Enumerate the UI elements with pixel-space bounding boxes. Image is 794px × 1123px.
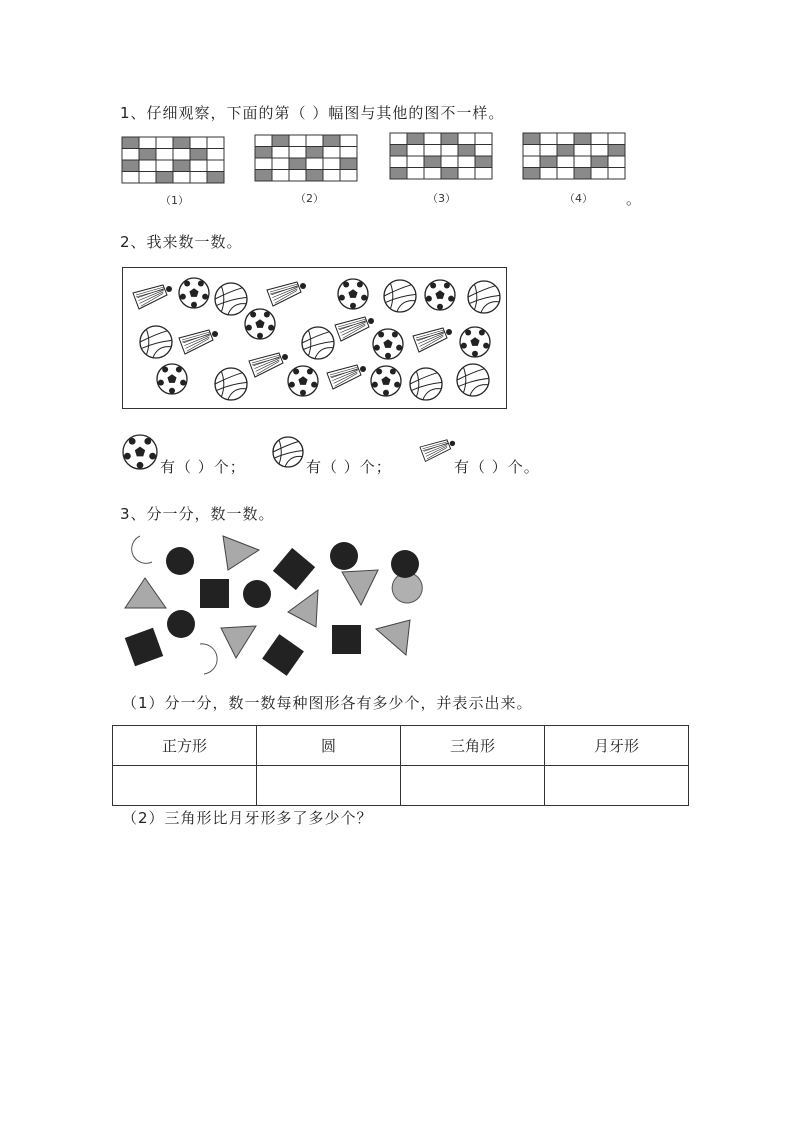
shuttlecock-icon	[420, 438, 454, 472]
volleyball-icon	[140, 326, 172, 358]
shuttlecock-icon	[249, 353, 288, 377]
soccer-ball-icon	[373, 329, 403, 359]
grid-2	[255, 135, 357, 185]
q2-text: 2、我来数一数。	[120, 233, 243, 251]
q1-tail: 。	[626, 190, 643, 208]
grid-label-4: （4）	[564, 192, 593, 205]
soccer-ball-icon	[245, 309, 275, 339]
q3-text: 3、分一分，数一数。	[120, 505, 275, 523]
shuttlecock-icon	[267, 282, 306, 306]
volleyball-icon	[410, 368, 442, 400]
volleyball-icon	[273, 437, 303, 467]
answer-table	[112, 725, 689, 806]
q3-sub1: （1）分一分，数一数每种图形各有多少个，并表示出来。	[122, 694, 533, 712]
q1-text: 1、仔细观察，下面的第（ ）幅图与其他的图不一样。	[120, 104, 505, 122]
volleyball-icon	[302, 327, 334, 359]
grid-label-1: （1）	[160, 194, 189, 207]
soccer-ball-icon	[425, 280, 455, 310]
soccer-ball-icon	[460, 327, 490, 357]
ball-picture	[122, 267, 507, 409]
volleyball-icon	[215, 283, 247, 315]
soccer-ball-icon	[122, 433, 160, 475]
soccer-ball-icon	[288, 366, 318, 396]
header-circle: 圆	[257, 726, 401, 766]
volleyball-count: 有（ ）个；	[306, 458, 392, 476]
grid-3	[390, 133, 492, 183]
answer-cell-square[interactable]	[113, 766, 257, 806]
q3-sub2: （2）三角形比月牙形多了多少个？	[122, 809, 373, 827]
volleyball-icon	[384, 280, 416, 312]
shapes-picture	[118, 528, 438, 687]
shuttlecock-icon	[327, 365, 366, 389]
volleyball-icon	[457, 364, 489, 396]
grid-1	[122, 137, 224, 187]
header-moon: 月牙形	[545, 726, 689, 766]
volleyball-icon	[468, 281, 500, 313]
soccer-ball-icon	[123, 435, 157, 469]
shuttlecock-icon	[413, 328, 452, 352]
shuttlecock-icon	[179, 330, 218, 354]
grid-label-3: （3）	[427, 192, 456, 205]
answer-cell-triangle[interactable]	[401, 766, 545, 806]
soccer-ball-icon	[179, 278, 209, 308]
soccer-count: 有（ ）个；	[160, 458, 246, 476]
shuttlecock-count: 有（ ）个。	[454, 458, 540, 476]
header-square: 正方形	[113, 726, 257, 766]
soccer-ball-icon	[157, 364, 187, 394]
volleyball-icon	[215, 368, 247, 400]
answer-cell-circle[interactable]	[257, 766, 401, 806]
grid-label-2: （2）	[295, 192, 324, 205]
grid-4	[523, 133, 625, 183]
volleyball-icon	[272, 435, 306, 473]
answer-cell-moon[interactable]	[545, 766, 689, 806]
shuttlecock-icon	[335, 317, 374, 341]
header-triangle: 三角形	[401, 726, 545, 766]
soccer-ball-icon	[338, 279, 368, 309]
soccer-ball-icon	[371, 366, 401, 396]
shuttlecock-icon	[420, 440, 455, 462]
shuttlecock-icon	[133, 285, 172, 309]
